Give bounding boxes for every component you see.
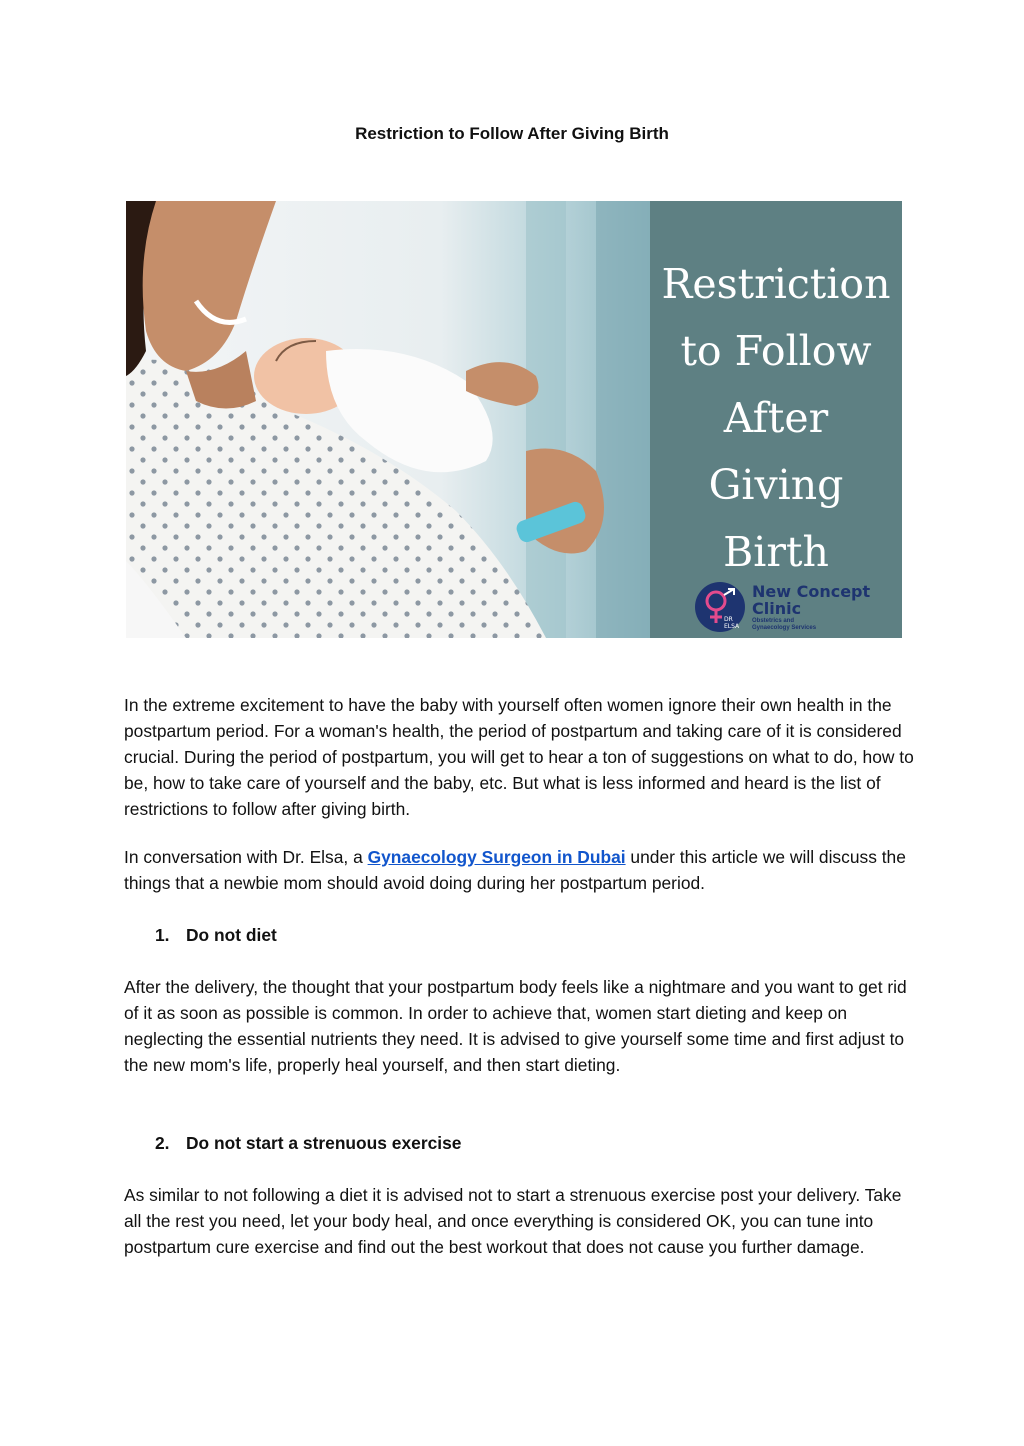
clinic-logo <box>694 581 884 633</box>
clinic-subtitle-line: Obstetrics and <box>752 618 795 624</box>
list-number: 2. <box>155 1133 170 1153</box>
mother-baby-photo <box>126 201 650 638</box>
context-text-before: In conversation with Dr. Elsa, a <box>124 847 368 867</box>
hero-heading-line: Restriction <box>661 260 891 308</box>
context-paragraph <box>124 844 914 896</box>
section-heading-1 <box>155 922 277 948</box>
section-heading-text: Do not start a strenuous exercise <box>186 1133 462 1153</box>
list-number: 1. <box>155 925 170 945</box>
svg-text:DR: DR <box>724 616 733 623</box>
gynaecology-surgeon-link[interactable]: Gynaecology Surgeon in Dubai <box>367 847 626 867</box>
intro-paragraph: In the extreme excitement to have the baby with yourself often women ignore their own health in the postpartum period. For a woman's health, the period of postpartum and taking care of it is considered crucial. During the period of postpartum, you will get to hear a ton of suggestions on what to do, how to be, how to take care of yourself and the baby, etc. But what is less informed and heard is the list of restrictions to follow after giving birth. <box>124 695 914 819</box>
clinic-subtitle <box>752 618 872 632</box>
clinic-subtitle-line: Gynaecology Services <box>752 625 817 631</box>
clinic-name <box>752 583 892 617</box>
section-heading-2 <box>155 1130 461 1156</box>
diet-paragraph: After the delivery, the thought that your postpartum body feels like a nightmare and you want to get rid of it as soon as possible is common. In order to achieve that, women start dieting and keep on neglecting the essential nutrients they need. It is advised to give yourself some time and first adjust to the new mom's life, properly heal yourself, and then start dieting. <box>124 977 907 1075</box>
exercise-paragraph: As similar to not following a diet it is advised not to start a strenuous exercise post your delivery. Take all the rest you need, let your body heal, and once everything is considered OK, you can tune into postpartum cure exercise and find out the best workout that does not cause you further damage. <box>124 1185 902 1257</box>
hero-heading-line: to Follow <box>680 327 872 375</box>
document-title: Restriction to Follow After Giving Birth <box>355 124 669 143</box>
hero-heading <box>650 251 902 586</box>
svg-text:ELSA: ELSA <box>724 623 740 630</box>
clinic-logo-icon <box>694 581 746 633</box>
context-text-after: under this article we will discuss the things that a newbie mom should avoid doing during her postpartum period. <box>124 847 906 893</box>
hero-heading-line: Birth <box>723 528 829 576</box>
section-heading-text: Do not diet <box>186 925 277 945</box>
hero-banner <box>126 201 902 638</box>
clinic-name-line: Clinic <box>752 599 802 618</box>
clinic-name-line: New Concept <box>752 582 871 601</box>
hero-title-panel <box>650 201 902 638</box>
hero-heading-line: After Giving <box>708 394 844 509</box>
